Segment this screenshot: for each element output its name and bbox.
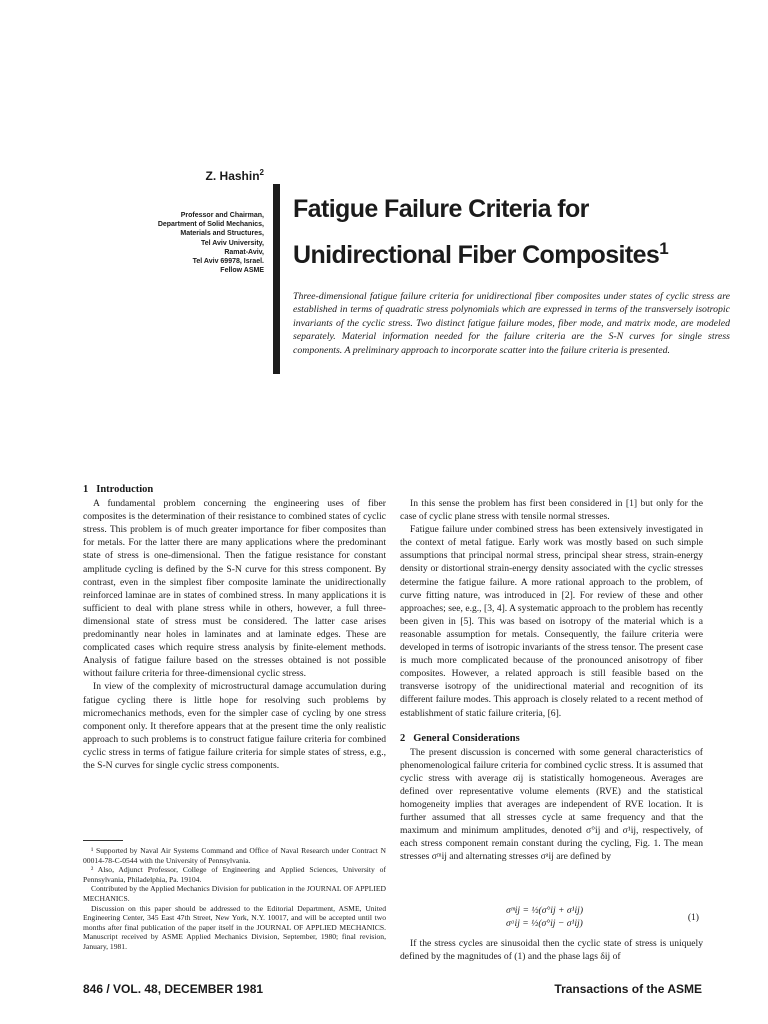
section-heading-general-considerations: 2 General Considerations [400, 732, 520, 744]
affiliation-line: Ramat-Aviv, [224, 248, 264, 256]
title-line-2: Unidirectional Fiber Composites$^1$ [293, 239, 669, 269]
equation-1 [400, 904, 703, 934]
title-vertical-bar [273, 184, 280, 374]
affiliation-line: Fellow ASME [220, 267, 264, 275]
affiliation-line: Materials and Structures, [180, 230, 264, 238]
paragraph: In view of the complexity of microstructural damage accumulation during fatigue cycling there is little hope for resolving such problems by micromechanics methods, even for the simpler case of cycling by one stress component only. It therefore appears that at the present time the only realistic approach to such problems is to construct fatigue failure criteria for combined cyclic stress in terms of fatigue failure criteria for simple states of stress, e.g., the S-N curves for single cyclic stress components. [83, 681, 386, 771]
affiliation-line: Department of Solid Mechanics, [157, 221, 264, 229]
abstract: Three-dimensional fatigue failure criteria for unidirectional fiber composites under states of cyclic stress are established in terms of quadratic stress polynomials which are expressed in terms of the transversely isotropic invariants of the cyclic stress. Two distinct fatigue failure modes, fiber mode, and matrix mode, are modeled separately. Material information needed for the failure criteria are the S-N curves for single stress components. A preliminary approach to incorporate scatter into the failure criteria is presented. [293, 291, 730, 356]
right-column [400, 497, 703, 864]
title-footnote-mark: 1 [659, 239, 669, 258]
paragraph: If the stress cycles are sinusoidal then the cyclic state of stress is uniquely defined by the magnitudes of (1) and the phase lags δij of [400, 938, 703, 963]
author-name: Z. Hashin$^2$ [205, 168, 264, 183]
author-affiliation [114, 211, 264, 275]
footnote: Contributed by the Applied Mechanics Division for publication in the JOURNAL OF APPLIED MECHANICS. [83, 884, 386, 903]
equation-line: σᵐij = ½(σ°ij + σ¹ij) [506, 905, 584, 916]
title-line-1: Fatigue Failure Criteria for [293, 195, 589, 223]
footnote-rule [83, 840, 123, 841]
section-heading-introduction: 1 Introduction [83, 484, 154, 495]
paragraph: A fundamental problem concerning the engineering uses of fiber composites is the determination of their resistance to combined states of cyclic stress. This problem is of much greater importance for fiber composites than for metals. For the latter there are many applications where the predominant state of stress is one-dimensional. Then the fatigue resistance for constant amplitude cycling is defined by the S-N curve for this stress component. By contrast, even in the simplest fiber composite laminate the unidirectionally reinforced laminae are in states of combined stress. In many applications it is sufficient to deal with plane stress while in others, however, a full three-dimensional state of stress must be considered. The latter case arises predominantly near holes in laminates and at laminate edges. These are complicated cases which require stress analysis by finite-element methods. Analysis of fatigue failure based on the stresses obtained is not possible without failure criteria for three-dimensional cyclic stress. [83, 498, 386, 680]
page-footer-right: Transactions of the ASME [554, 982, 702, 996]
left-column [83, 483, 386, 772]
author-footnote-mark: 2 [259, 168, 264, 177]
paragraph: The present discussion is concerned with some general characteristics of phenomenological failure criteria for combined cyclic stress. It is assumed that cyclic stress with average σij is statistically homogeneous. Averages are defined over representative volume elements (RVE) and the statistical homogeneity implies that averages are independent of RVE location. It is further assumed that all stresses cycle at same frequency and that the maximum and minimum amplitudes, denoted σ°ij and σ¹ij, respectively, of each stress component remain constant during the cycling, Fig. 1. The mean stresses σᵐij and alternating stresses σᵃij are defined by [400, 746, 703, 863]
footnote: ² Also, Adjunct Professor, College of Engineering and Applied Sciences, University of Pennsylvania, Philadelphia, Pa. 19104. [83, 865, 386, 884]
equation-line: σᵃij = ½(σ°ij − σ¹ij) [506, 918, 583, 929]
paragraph: In this sense the problem has first been considered in [1] but only for the case of cyclic plane stress with tensile normal stresses. [400, 498, 703, 523]
footnote: Discussion on this paper should be addressed to the Editorial Department, ASME, United Engineering Center, 345 East 47th Street, New York, N.Y. 10017, and will be accepted until two months after final publication of the paper itself in the JOURNAL OF APPLIED MECHANICS. Manuscript received by ASME Applied Mechanics Division, September, 1980; final revision, January, 1981. [83, 903, 386, 951]
affiliation-line: Tel Aviv 69978, Israel. [192, 258, 264, 266]
equation-number: (1) [687, 912, 699, 923]
footnotes [83, 846, 386, 952]
affiliation-line: Professor and Chairman, [180, 212, 264, 219]
page-footer-left: 846 / VOL. 48, DECEMBER 1981 [83, 982, 264, 996]
footnote: ¹ Supported by Naval Air Systems Command and Office of Naval Research under Contract N 00014-78-C-0544 with the University of Pennsylvania. [83, 846, 386, 865]
affiliation-line: Tel Aviv University, [200, 239, 264, 247]
paper-title [293, 190, 733, 275]
paragraph: Fatigue failure under combined stress has been extensively investigated in the context of metal fatigue. Early work was mostly based on such simple assumptions that principal normal stress, principal shear stress, strain-energy density or distortional strain-energy density associated with the cyclic stresses determine the fatigue failure. A more rational approach to the problem, of curve fitting nature, was introduced in [2]. For review of these and other approaches; see, e.g., [3, 4]. A systematic approach to the problem has recently been given in [5]. This was based on isotropy of the material which is a reasonable assumption for metals. Consequently, the failure criteria were developed in terms of isotropic invariants of the stress tensor. The present case is much more complicated because of the pronounced anisotropy of fiber composites. However, a related approach is still feasible based on the transverse isotropy of the unidirectional material and recognition of its different failure modes. This approach is closely related to a recent method of establishment of static failure criteria, [6]. [400, 524, 703, 719]
